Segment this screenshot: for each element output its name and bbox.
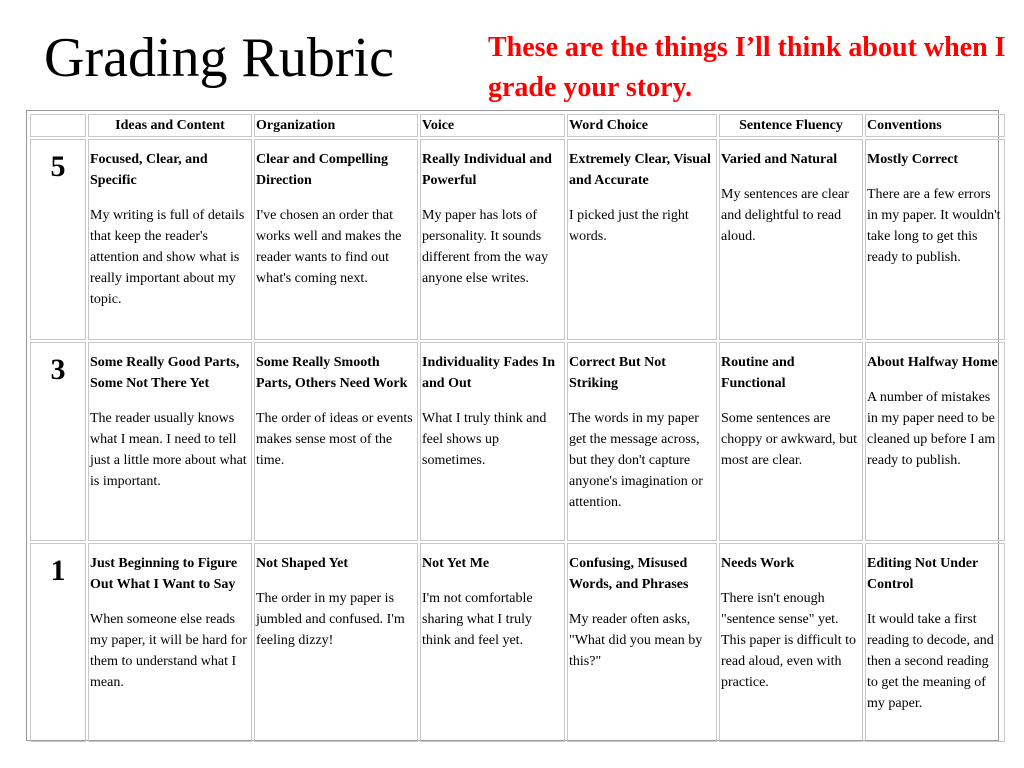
cell-description: It would take a first reading to decode, and then a second reading to get the meaning of my paper. [867,612,994,711]
cell-title: Individuality Fades In and Out [422,355,556,391]
subtitle: These are the things I’ll think about when I grade your story. [488,32,1006,103]
rubric-cell [420,543,565,742]
rubric-cell [88,139,252,340]
column-header-conventions: Conventions [865,114,1005,137]
column-header-score [30,114,86,137]
cell-title: Mostly Correct [867,152,959,167]
cell-title: Not Shaped Yet [256,556,349,571]
table-row [30,139,1005,340]
cell-title: Some Really Smooth Parts, Others Need Work [256,355,408,391]
cell-description: The order of ideas or events makes sense most of the time. [256,411,413,468]
cell-title: Some Really Good Parts, Some Not There Yet [90,355,240,391]
rubric-cell [865,139,1005,340]
column-header-word-choice: Word Choice [567,114,717,137]
cell-description: The words in my paper get the message across, but they don't capture anyone's imagination or attention. [569,411,703,510]
score-cell: 5 [30,139,86,340]
cell-title: Needs Work [721,556,795,571]
rubric-cell [719,342,863,541]
cell-title: Just Beginning to Figure Out What I Want to Say [90,556,238,592]
rubric-table [28,112,1007,744]
score-cell: 1 [30,543,86,742]
cell-title: Confusing, Misused Words, and Phrases [569,556,689,592]
cell-title: Extremely Clear, Visual and Accurate [569,152,711,188]
header-row [30,114,1005,137]
cell-title: Correct But Not Striking [569,355,666,391]
cell-title: Routine and Functional [721,355,795,391]
cell-title: Editing Not Under Control [867,556,978,592]
score-cell: 3 [30,342,86,541]
rubric-table-frame [26,110,999,741]
cell-description: I've chosen an order that works well and makes the reader wants to find out what's coming next. [256,208,402,286]
cell-description: I picked just the right words. [569,208,689,244]
rubric-cell [254,139,418,340]
cell-description: Some sentences are choppy or awkward, but most are clear. [721,411,858,468]
rubric-cell [865,543,1005,742]
cell-title: Really Individual and Powerful [422,152,552,188]
rubric-cell [88,543,252,742]
rubric-cell [567,342,717,541]
table-row [30,342,1005,541]
cell-title: Varied and Natural [721,152,838,167]
cell-title: Focused, Clear, and Specific [90,152,208,188]
rubric-cell [567,543,717,742]
cell-description: There isn't enough "sentence sense" yet. This paper is difficult to read aloud, even with practice. [721,591,857,690]
rubric-cell [719,543,863,742]
rubric-cell [865,342,1005,541]
cell-description: My writing is full of details that keep the reader's attention and show what is really important about my topic. [90,208,245,307]
column-header-sentence-fluency: Sentence Fluency [719,114,863,137]
cell-description: There are a few errors in my paper. It wouldn't take long to get this ready to publish. [867,187,1001,265]
cell-description: What I truly think and feel shows up sometimes. [422,411,547,468]
rubric-cell [254,543,418,742]
cell-title: Not Yet Me [422,556,490,571]
column-header-ideas: Ideas and Content [88,114,252,137]
cell-description: My paper has lots of personality. It sounds different from the way anyone else writes. [422,208,549,286]
cell-description: A number of mistakes in my paper need to be cleaned up before I am ready to publish. [867,390,996,468]
cell-description: My sentences are clear and delightful to read aloud. [721,187,849,244]
cell-title: Clear and Compelling Direction [256,152,388,188]
cell-description: The order in my paper is jumbled and confused. I'm feeling dizzy! [256,591,405,648]
cell-description: My reader often asks, "What did you mean by this?" [569,612,703,669]
page-title: Grading Rubric [44,27,394,89]
rubric-cell [254,342,418,541]
cell-title: About Halfway Home [867,355,998,370]
rubric-cell [420,342,565,541]
column-header-voice: Voice [420,114,565,137]
cell-description: When someone else reads my paper, it will be hard for them to understand what I mean. [90,612,247,690]
column-header-organization: Organization [254,114,418,137]
rubric-cell [719,139,863,340]
cell-description: The reader usually knows what I mean. I need to tell just a little more about what is important. [90,411,247,489]
rubric-cell [420,139,565,340]
rubric-cell [567,139,717,340]
rubric-cell [88,342,252,541]
cell-description: I'm not comfortable sharing what I truly think and feel yet. [422,591,533,648]
table-row [30,543,1005,742]
